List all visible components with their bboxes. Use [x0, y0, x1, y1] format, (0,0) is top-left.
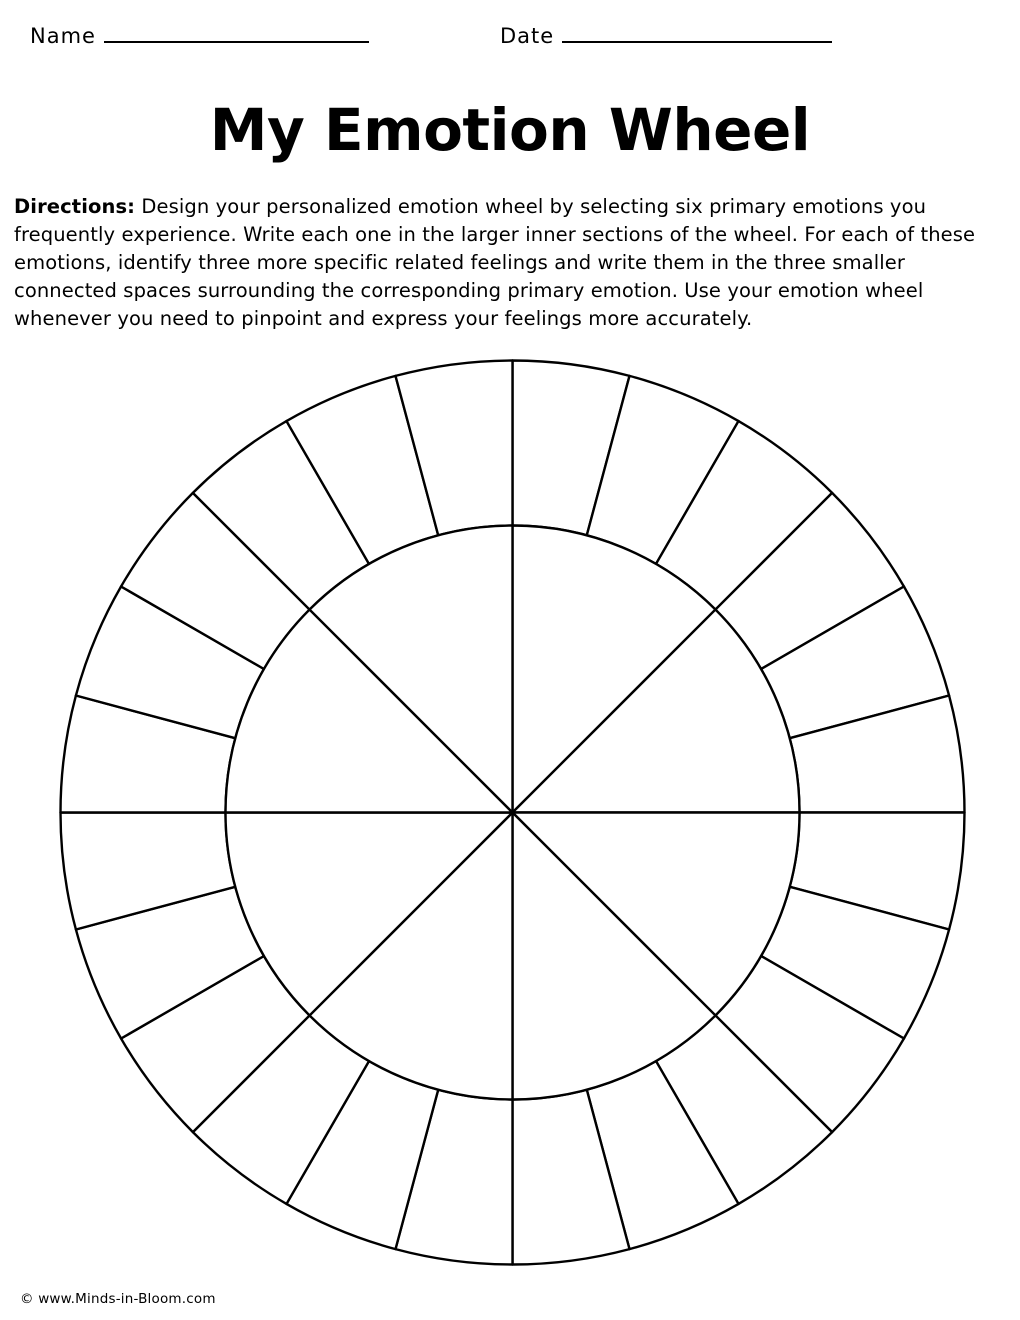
date-field-group[interactable] [500, 24, 832, 48]
footer-credit: © www.Minds-in-Bloom.com [20, 1291, 216, 1307]
directions-paragraph [14, 193, 992, 333]
directions-text: Design your personalized emotion wheel by selecting six primary emotions you frequently experience. Write each one in the larger inner sections of the wheel. For each of these emotions, identify three more specific related feelings and write them in the three smaller connected spaces surrounding the corresponding primary emotion. Use your emotion wheel whenever you need to pinpoint and express your feelings more accurately. [14, 195, 976, 330]
name-write-line[interactable] [104, 25, 369, 43]
name-field-group[interactable] [30, 24, 369, 48]
name-label: Name [30, 24, 96, 48]
emotion-wheel-svg [55, 355, 970, 1270]
date-label: Date [499, 24, 555, 48]
name-date-row [30, 24, 990, 64]
directions-label: Directions: [14, 195, 136, 218]
emotion-wheel[interactable] [55, 355, 970, 1270]
page-title: My Emotion Wheel [209, 96, 811, 164]
date-write-line[interactable] [562, 25, 832, 43]
